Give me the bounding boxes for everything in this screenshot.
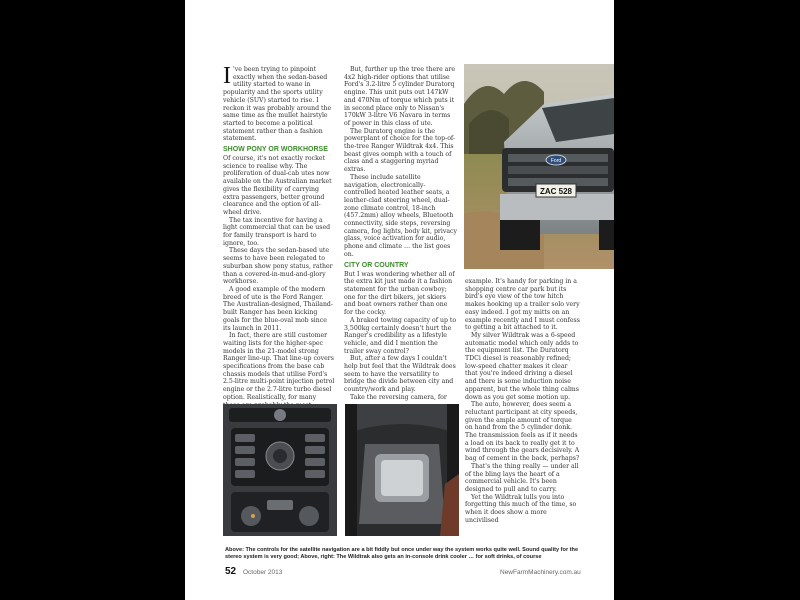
section-heading-show-pony: SHOW PONY OR WORKHORSE xyxy=(223,146,328,154)
truck-illustration xyxy=(464,64,614,269)
console-illustration xyxy=(345,404,459,536)
section-heading-city-country: CITY OR COUNTRY xyxy=(344,261,409,269)
paragraph: My silver Wildtrak was a 6-speed automatic model which only adds to the equipment list. The Duratorq TDCi diesel is reasonably refined; low-speed chatter makes it clear that you're indeed driving a diesel and there is some induction noise apparent, but the whole thing calms down as you get some motion up. xyxy=(465,331,579,401)
issue-date: October 2013 xyxy=(243,569,283,576)
paragraph: The Duratorq engine is the powerplant of choice for the top-of-the-tree Ranger Wildtrak 4x4. This beast gives oomph with a touch of class and a staggering myriad extras. xyxy=(344,127,456,174)
paragraph: But, further up the tree there are 4x2 high-rider options that utilise Ford's 3.2-litre 5 cylinder Duratorq engine. This unit puts out 147kW and 470Nm of torque which puts it in second place only to Nissan's 170kW 3-litre V6 Navara in terms of power in this class of ute. xyxy=(344,66,456,127)
svg-text:Ford: Ford xyxy=(550,158,562,164)
paragraph: Of course, it's not exactly rocket science to realise why. The proliferation of dual-cab utes now available on the Australian market gives the flexibility of carrying extra passengers, better ground clearance and the option of all-wheel drive. xyxy=(223,155,332,216)
paragraph: That's the thing really — under all of the bling lays the heart of a commercial vehicle. It's been designed to pull and to carry. xyxy=(465,462,579,493)
dashboard-controls-photo xyxy=(223,404,337,536)
paragraph: The auto, however, does seem a reluctant participant at city speeds, given the ample amount of torque on hand from the 5 cylinder donk. The transmission feels as if it needs a load on its back to really get it to wind through the gears decisively. A bag of cement in the back, perhaps? xyxy=(465,401,580,463)
paragraph: A good example of the modern breed of ute is the Ford Ranger. The Australian-designed, Thailand-built Ranger has been kicking goals for the blue-oval mob since its launch in 2011. xyxy=(223,285,333,332)
license-plate: ZAC 528 xyxy=(539,187,573,196)
paragraph: A braked towing capacity of up to 3,500kg certainly doesn't hurt the Ranger's credibility as a lifestyle vehicle, and did I mention the trailer sway control? xyxy=(344,316,457,355)
ford-ranger-photo xyxy=(464,64,614,269)
article-column-3 xyxy=(465,278,580,525)
dashboard-illustration xyxy=(223,404,337,536)
drop-cap: I xyxy=(223,63,231,89)
photo-caption: Above: The controls for the satellite navigation are a bit fiddly but once under way the system works quite well. Sound quality for the stereo system is very good; Above, right: The Wildtrak also gets an in-console drink cooler … for soft drinks, of course xyxy=(225,547,579,561)
website: NewFarmMachinery.com.au xyxy=(500,569,581,576)
paragraph: In fact, there are still customer waiting lists for the higher-spec models in the 21-model strong Ranger line-up. That line-up covers specifications from the base cab chassis models that utilise Ford's 2.5-litre multi-point injection petrol engine or the 2.7-litre turbo diesel option. Realistically, for many xyxy=(223,332,335,401)
console-cooler-photo xyxy=(345,404,459,536)
paragraph: But I was wondering whether all of the extra kit just made it a fashion statement for the urban cowboy; one for the dirt bikers, jet skiers and boat owners rather than one for the cocky. xyxy=(344,270,455,317)
article-column-2 xyxy=(344,66,457,402)
paragraph: Take the reversing camera, for xyxy=(350,393,447,401)
paragraph: But, after a few days I couldn't help but feel that the Wildtrak does seem to have the versatility to bridge the divide between city and country/work and play. xyxy=(344,355,456,394)
paragraph: Yet the Wildtrak lulls you into forgetting this much of the time, so when it does show a more uncivilised xyxy=(465,493,577,524)
intro-paragraph xyxy=(223,63,335,143)
paragraph: example. It's handy for parking in a shopping centre car park but its bird's eye view of the tow hitch makes hooking up a trailer solo very easy indeed. I got my mitts on an example recently and I must confess to getting a bit attached to it. xyxy=(465,278,580,332)
magazine-page xyxy=(185,0,614,600)
article-column-1 xyxy=(223,63,335,417)
intro-text: 've been trying to pinpoint exactly when the sedan-based utility started to wane in popularity and the sports utility vehicle (SUV) started to rise. I reckon it was probably around the same time as the mullet hairstyle started to become a political statement rather than a fashion statement. xyxy=(223,66,332,143)
paragraph: The tax incentive for having a light commercial that can be used for family transport is hard to ignore, too. xyxy=(223,216,331,247)
page-number: 52 xyxy=(225,566,237,577)
paragraph: These days the sedan-based ute seems to have been relegated to suburban show pony status, rather than a covered-in-mud-and-glory workhorse. xyxy=(223,247,333,286)
paragraph: These include satellite navigation, electronically-controlled heated leather seats, a leather-clad steering wheel, dual-zone climate control, 18-inch (457.2mm) alloy wheels, Bluetooth connectivity, side steps, reversing camera, fog lights, body kit, privacy glass, voice activation for audio, phone and climate … the list goes on. xyxy=(344,173,458,258)
